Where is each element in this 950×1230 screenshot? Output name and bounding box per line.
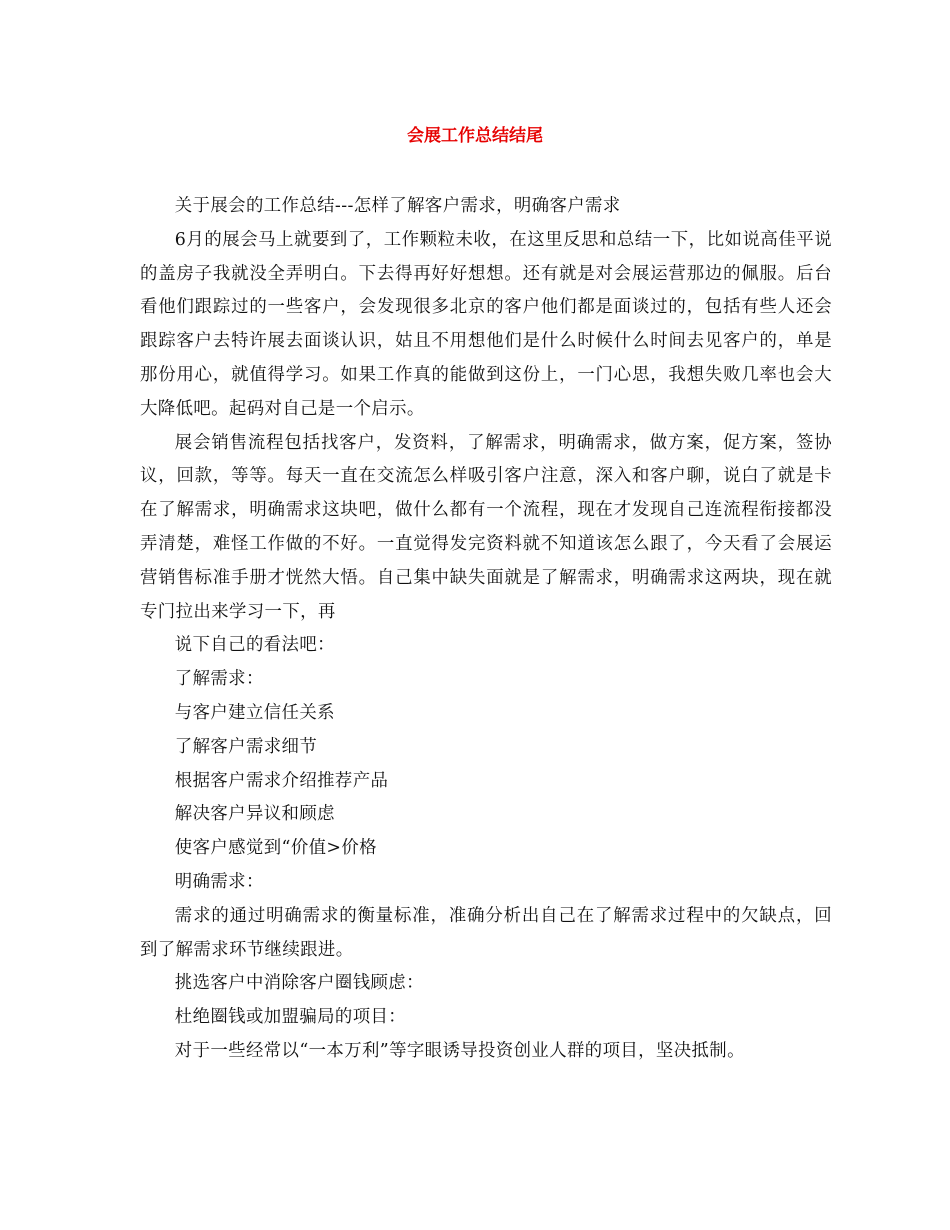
paragraph-clarify-needs: 需求的通过明确需求的衡量标准，准确分析出自己在了解需求过程中的欠缺点，回到了解需求环节继续跟进。	[140, 905, 832, 960]
section-heading-avoid-scams: 杜绝圈钱或加盟骗局的项目：	[174, 1007, 407, 1028]
list-item: 解决客户异议和顾虑	[174, 804, 335, 825]
paragraph-avoid-scams: 对于一些经常以“一本万利”等字眼诱导投资创业人群的项目，坚决抵制。	[174, 1040, 745, 1061]
paragraph-4: 说下自己的看法吧：	[174, 635, 335, 656]
document-body	[140, 190, 832, 1069]
document-title: 会展工作总结结尾	[407, 126, 543, 146]
list-item: 了解客户需求细节	[174, 736, 318, 757]
list-item: 与客户建立信任关系	[174, 702, 335, 723]
section-heading-clarify-needs: 明确需求：	[174, 871, 264, 892]
paragraph-2: 6月的展会马上就要到了，工作颗粒未收，在这里反思和总结一下，比如说高佳平说的盖房子我就没全弄明白。下去得再好好想想。还有就是对会展运营那边的佩服。后台看他们跟踪过的一些客户，会发现很多北京的客户他们都是面谈过的，包括有些人还会跟踪客户去特许展去面谈认识，姑且不用想他们是什么时候什么时间去见客户的，单是那份用心，就值得学习。如果工作真的能做到这份上，一门心思，我想失败几率也会大大降低吧。起码对自己是一个启示。	[140, 229, 832, 419]
list-item: 根据客户需求介绍推荐产品	[174, 770, 389, 791]
paragraph-1: 关于展会的工作总结---怎样了解客户需求，明确客户需求	[174, 196, 621, 216]
section-heading-select-clients: 挑选客户中消除客户圈钱顾虑：	[174, 973, 424, 994]
paragraph-3: 展会销售流程包括找客户，发资料，了解需求，明确需求，做方案，促方案，签协议，回款，等等。每天一直在交流怎么样吸引客户注意，深入和客户聊，说白了就是卡在了解需求，明确需求这块吧，做什么都有一个流程，现在才发现自己连流程衔接都没弄清楚，难怪工作做的不好。一直觉得发完资料就不知道该怎么跟了，今天看了会展运营销售标准手册才恍然大悟。自己集中缺失面就是了解需求，明确需求这两块，现在就专门拉出来学习一下，再	[140, 432, 832, 622]
list-item: 使客户感觉到“价值>价格	[174, 838, 377, 859]
section-heading-understand-needs: 了解需求：	[174, 669, 264, 690]
